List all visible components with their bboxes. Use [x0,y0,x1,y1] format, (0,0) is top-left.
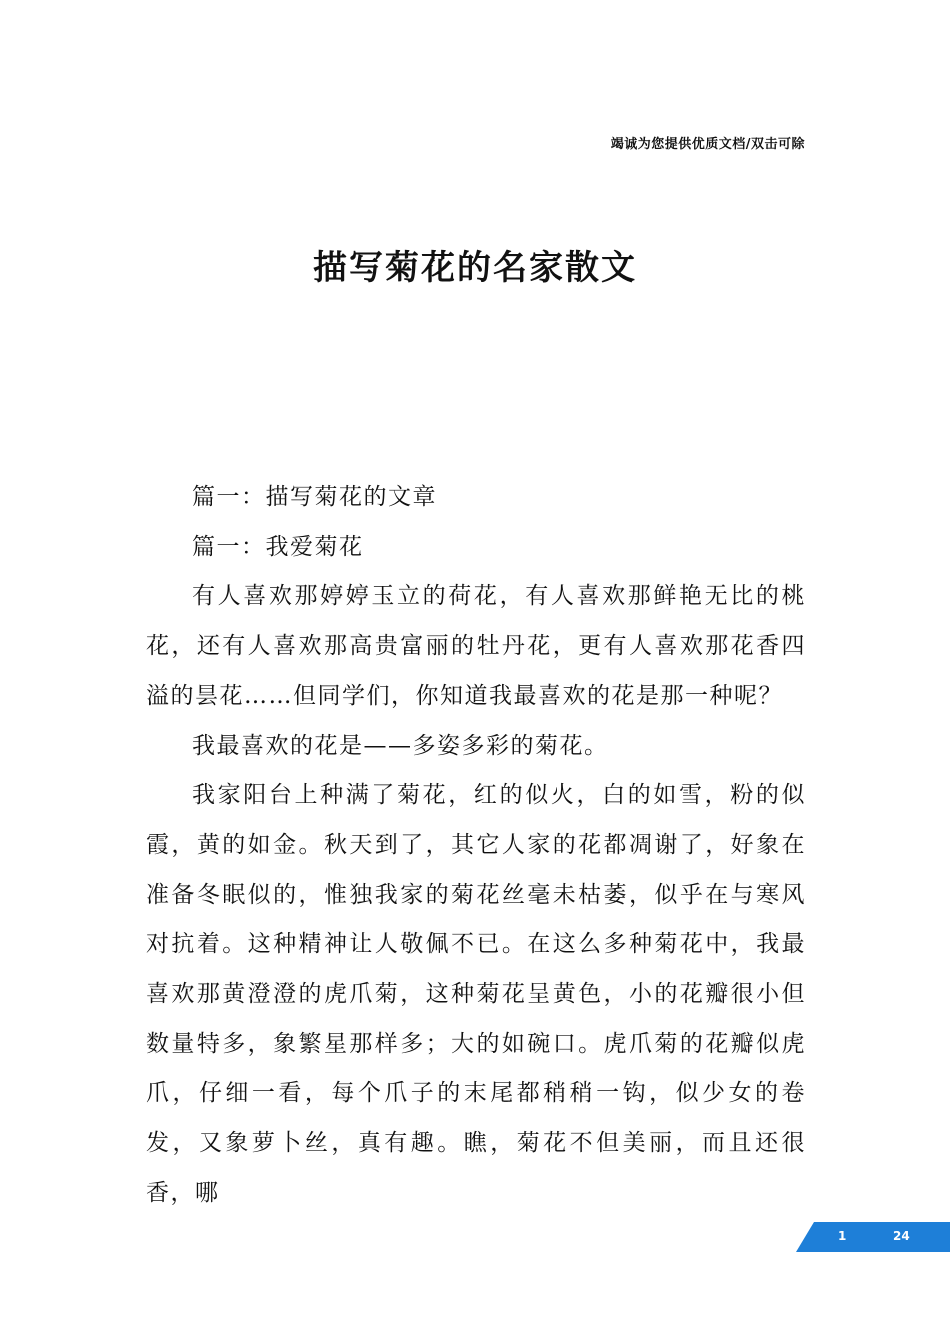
page-tab-shape [796,1222,950,1252]
page-total: 24 [893,1229,910,1243]
paragraph-3: 有人喜欢那婷婷玉立的荷花，有人喜欢那鲜艳无比的桃花，还有人喜欢那高贵富丽的牡丹花，更有人喜欢那花香四溢的昙花……但同学们，你知道我最喜欢的花是那一种呢？ [146,583,806,709]
paragraph-2: 篇一：我爱菊花 [192,533,364,560]
page-indicator [796,1222,950,1252]
page-number: 1 [838,1229,847,1243]
paragraph-1: 篇一：描写菊花的文章 [192,484,437,510]
paragraph-5: 我家阳台上种满了菊花，红的似火，白的如雪，粉的似霞，黄的如金。秋天到了，其它人家的花都凋谢了，好象在准备冬眠似的，惟独我家的菊花丝毫未枯萎，似乎在与寒风对抗着。这种精神让人敬佩不已。在这么多种菊花中，我最喜欢那黄澄澄的虎爪菊，这种菊花呈黄色，小的花瓣很小但数量特多，象繁星那样多；大的如碗口。虎爪菊的花瓣似虎爪，仔细一看，每个爪子的末尾都稍稍一钩，似少女的卷发，又象萝卜丝，真有趣。瞧，菊花不但美丽，而且还很香，哪 [146,782,806,1206]
paragraph-4: 我最喜欢的花是——多姿多彩的菊花。 [192,732,609,759]
document-body [146,473,806,1219]
header-note: 竭诚为您提供优质文档/双击可除 [610,137,805,152]
document-title: 描写菊花的名家散文 [313,248,637,288]
